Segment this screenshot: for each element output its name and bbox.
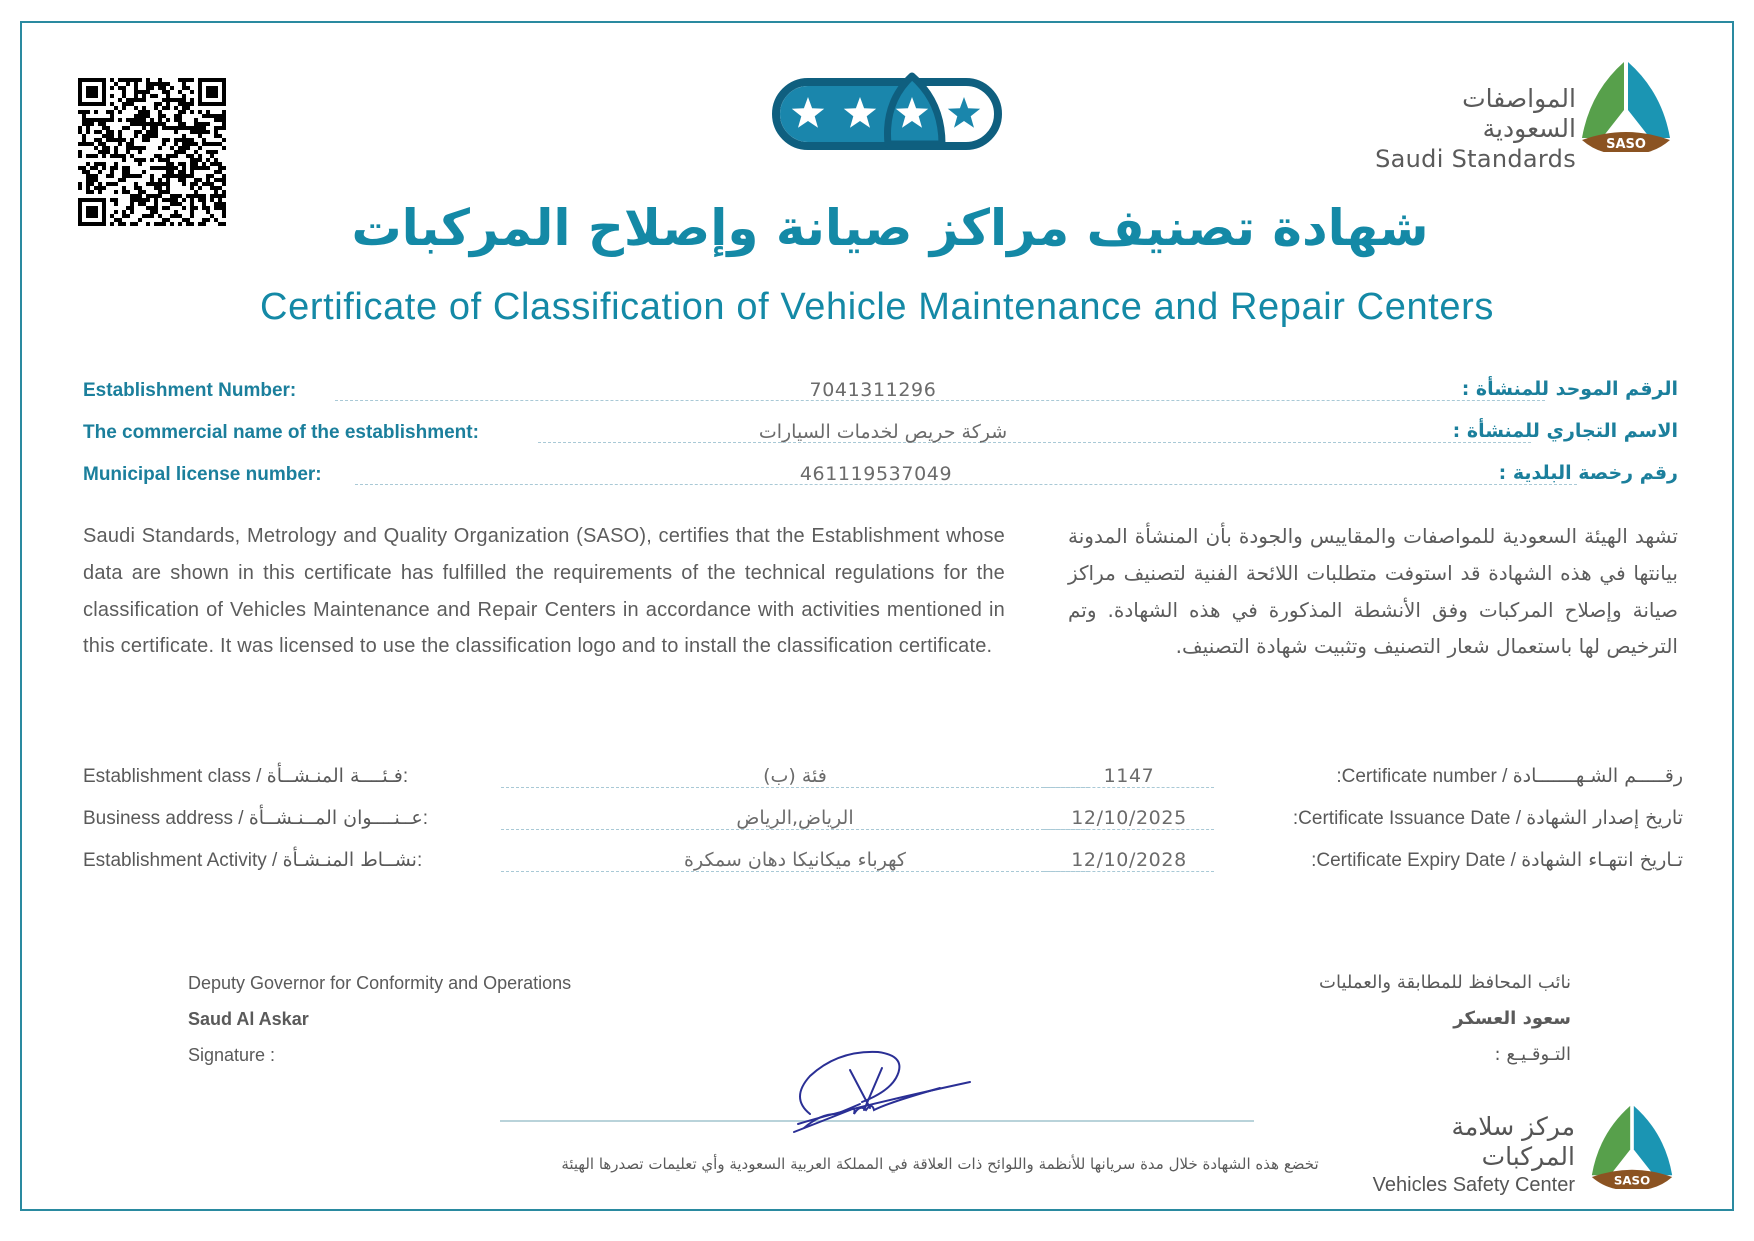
signature-label-ar: التـوقـيـع : (1494, 1044, 1571, 1065)
dotted-line (501, 829, 1089, 830)
field-label-en: Municipal license number: (83, 464, 322, 485)
field-label-ar: رقم رخصة البلدية : (1498, 462, 1678, 484)
field-value: شركة حريص لخدمات السيارات (758, 421, 1008, 443)
detail-row-address (83, 807, 1683, 837)
dotted-line (335, 400, 1545, 401)
saso-logo-text (1366, 84, 1576, 174)
dotted-line (538, 442, 1531, 443)
detail-label-left: Establishment class / فـئــــة المنـشــأة: (83, 765, 409, 787)
field-establishment-number (83, 378, 1678, 408)
statement-english: Saudi Standards, Metrology and Quality Organization (SASO), certifies that the Establishment whose data are shown in this certificate has fulfilled the requirements of the technical regulations for the classification of Vehicles Maintenance and Repair Centers in accordance with activities mentioned in this certificate. It was licensed to use the classification logo and to install the classification certificate. (83, 525, 1005, 658)
saso-logo-arabic: المواصفات السعودية (1462, 84, 1576, 143)
handwritten-signature (790, 1048, 975, 1136)
dotted-line (501, 871, 1089, 872)
signatory-title-ar: نائب المحافظ للمطابقة والعمليات (1319, 972, 1571, 993)
field-label-ar: الاسم التجاري للمنشأة : (1452, 420, 1678, 442)
signatory-name-ar: سعود العسكر (1453, 1008, 1571, 1029)
detail-label-right: :Certificate Expiry Date / تـاريخ انتهـاء الشهادة (1311, 849, 1683, 871)
saso-logo-english: Saudi Standards (1375, 145, 1576, 173)
vsc-logo-english: Vehicles Safety Center (1372, 1174, 1575, 1196)
dotted-line (355, 484, 1577, 485)
signatory-name-en: Saud Al Askar (188, 1009, 309, 1029)
field-municipal-license (83, 462, 1678, 492)
statement-arabic: تشهد الهيئة السعودية للمواصفات والمقاييس والجودة بأن المنشأة المدونة بيانتها في هذه الشهادة قد استوفت متطلبات اللائحة الفنية لتصنيف مراكز صيانة وإصلاح المركبات وفق الأنشطة المذكورة في هذه الشهادة. وتم الترخيص لها باستعمال شعار التصنيف وتثبيت شهادة التصنيف. (1068, 524, 1678, 659)
field-label-en: Establishment Number: (83, 380, 297, 401)
footer-note: تخضع هذه الشهادة خلال مدة سريانها للأنظمة واللوائح ذات العلاقة في المملكة العربية السعودية وأي تعليمات تصدرها الهيئة (561, 1155, 1319, 1173)
field-value: 7041311296 (809, 379, 937, 401)
vsc-logo-icon (1590, 1103, 1674, 1189)
title-english: Certificate of Classification of Vehicle Maintenance and Repair Centers (260, 286, 1494, 328)
field-value: 461119537049 (799, 463, 953, 485)
dotted-line (1043, 829, 1214, 830)
vsc-logo-arabic: مركز سلامة المركبات (1451, 1112, 1575, 1171)
signatory-english (188, 965, 571, 1073)
detail-row-activity (83, 849, 1683, 879)
detail-label-right: :Certificate Issuance Date / تاريخ إصدار الشهادة (1292, 807, 1683, 829)
vsc-logo-text (1360, 1112, 1575, 1198)
detail-value-right: 1147 (1103, 765, 1155, 787)
detail-value-left: الرياض,الرياض (736, 807, 854, 829)
detail-label-left: Establishment Activity / نشــاط المنـشـأة: (83, 849, 423, 871)
detail-value-left: فئة (ب) (763, 765, 827, 787)
detail-value-right: 12/10/2028 (1071, 849, 1187, 871)
detail-label-right: :Certificate number / رقـــــم الشـهـــــــادة (1336, 765, 1683, 787)
field-label-en: The commercial name of the establishment: (83, 422, 479, 443)
signatory-title-en: Deputy Governor for Conformity and Operations (188, 973, 572, 993)
field-label-ar: الرقم الموحد للمنشأة : (1461, 378, 1678, 400)
detail-row-class (83, 765, 1683, 795)
signature-label-en: Signature : (188, 1045, 276, 1065)
detail-label-left: Business address / عــنــــوان المــنـشــأة: (83, 807, 428, 829)
dotted-line (1043, 871, 1214, 872)
dotted-line (1043, 787, 1214, 788)
vsc-badge-text: SASO (1613, 1173, 1651, 1188)
detail-value-right: 12/10/2025 (1071, 807, 1187, 829)
signatory-arabic (1319, 965, 1571, 1073)
dotted-line (501, 787, 1089, 788)
title-arabic: شهادة تصنيف مراكز صيانة وإصلاح المركبات (351, 199, 1429, 257)
field-commercial-name (83, 420, 1678, 450)
saso-logo-icon (1580, 60, 1672, 152)
star-rating (772, 72, 1002, 150)
saso-badge-text: SASO (1606, 137, 1646, 152)
detail-value-left: كهرباء ميكانيكا دهان سمكرة (684, 849, 906, 871)
